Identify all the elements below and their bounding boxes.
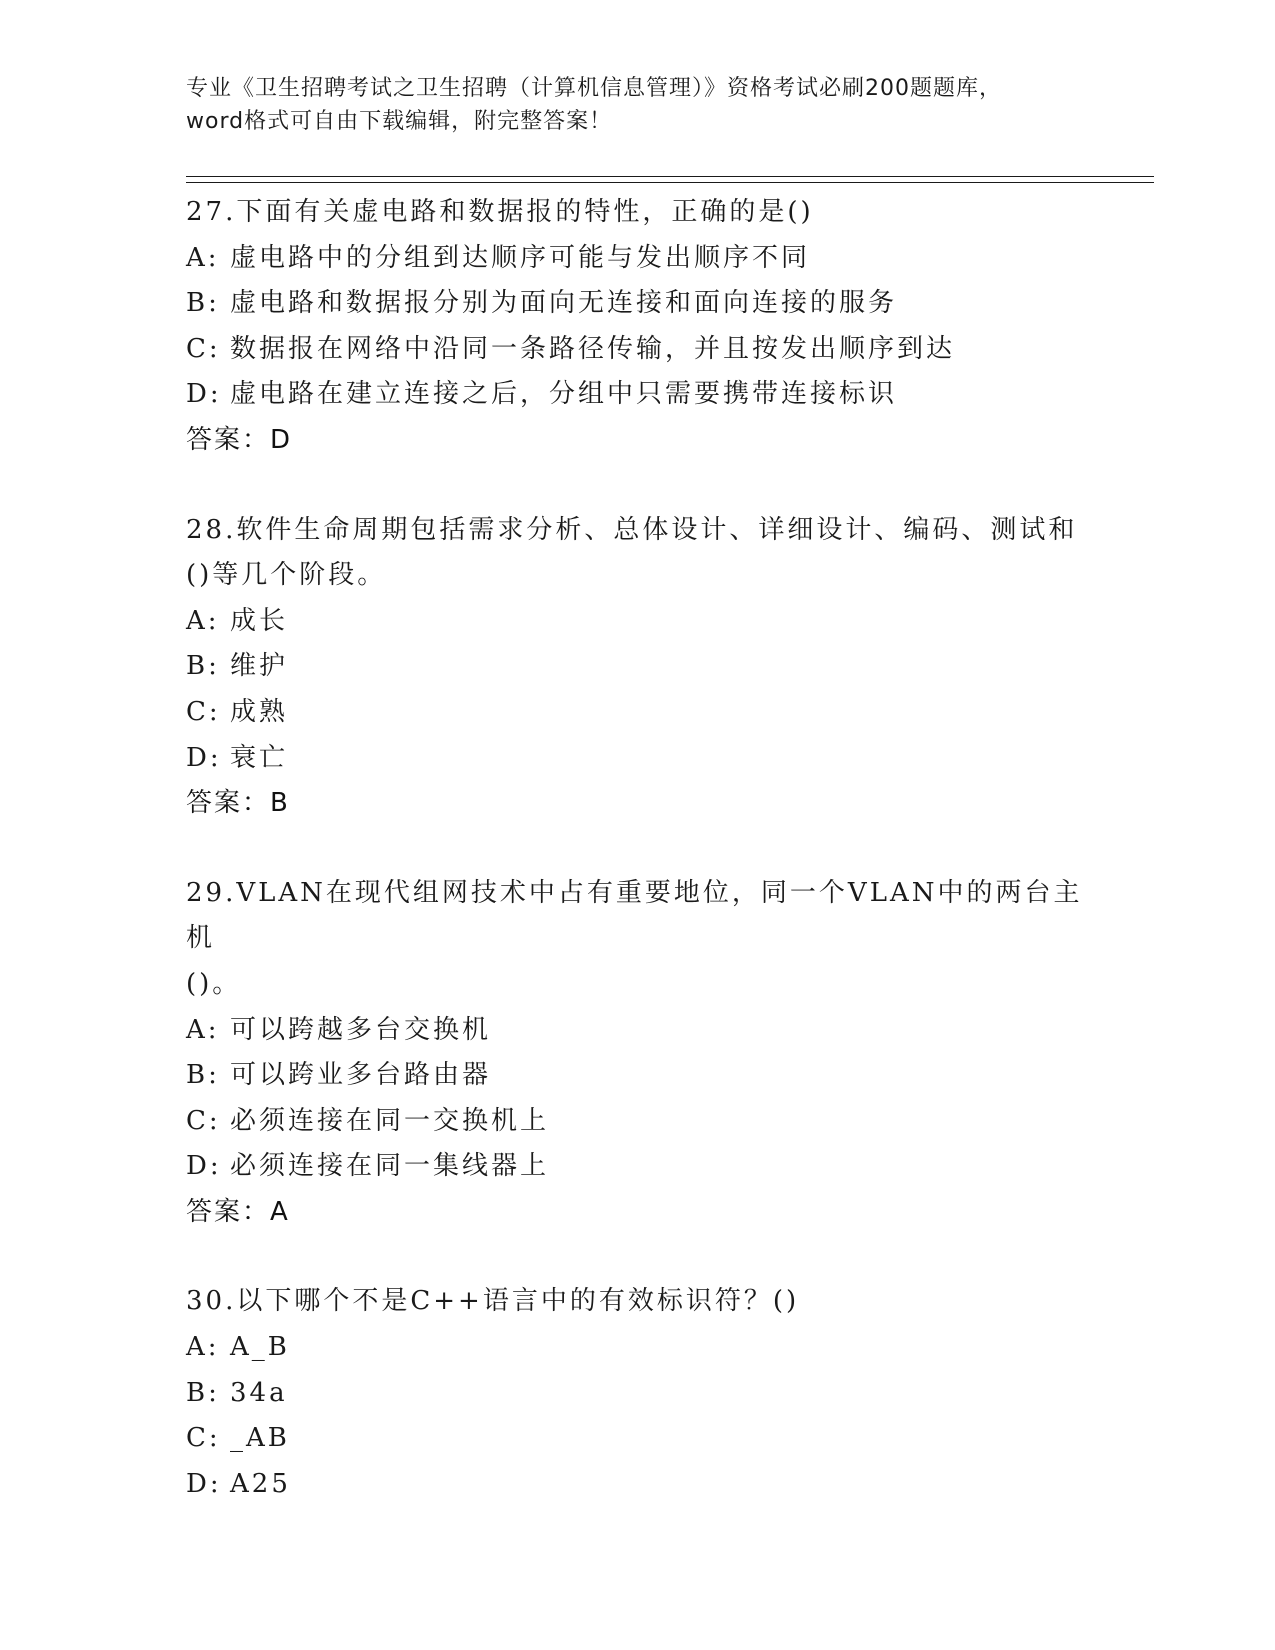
answer-key: 答案：B: [186, 788, 290, 819]
option-letter: D:: [186, 1468, 222, 1499]
question-block: [186, 508, 1086, 827]
option-letter: C:: [186, 1423, 221, 1454]
answer-option: [186, 644, 1086, 690]
answer-option: [186, 372, 1086, 418]
option-text: 虚电路在建立连接之后，分组中只需要携带连接标识: [230, 379, 898, 410]
answer-option: [186, 1144, 1086, 1190]
option-text: 可以跨业多台路由器: [230, 1060, 492, 1091]
option-text: _AB: [230, 1423, 290, 1454]
option-text: 衰亡: [230, 742, 289, 773]
question-block: [186, 871, 1086, 1236]
option-letter: A:: [186, 1332, 220, 1363]
answer-option: [186, 599, 1086, 645]
answer-option: [186, 736, 1086, 782]
option-letter: C:: [186, 696, 221, 727]
document-header: [186, 72, 1086, 138]
header-divider-top: [186, 176, 1154, 177]
option-text: 必须连接在同一集线器上: [230, 1151, 550, 1182]
question-stem-line: 27.下面有关虚电路和数据报的特性，正确的是(): [186, 197, 814, 227]
option-letter: B:: [186, 288, 220, 319]
option-letter: A:: [186, 242, 220, 273]
option-letter: C:: [186, 333, 221, 364]
answer-key: 答案：D: [186, 424, 293, 455]
option-text: A_B: [230, 1332, 290, 1363]
option-text: 维护: [230, 651, 289, 682]
option-text: 成熟: [230, 696, 289, 727]
question-stem-line: ()。: [186, 968, 242, 999]
answer-option: [186, 1008, 1086, 1054]
answer-option: [186, 327, 1086, 373]
option-letter: D:: [186, 379, 222, 410]
answer-key: 答案：A: [186, 1196, 290, 1227]
answer-option: [186, 1416, 1086, 1462]
option-letter: A:: [186, 1014, 220, 1045]
option-letter: B:: [186, 1377, 220, 1408]
option-letter: A:: [186, 605, 220, 636]
header-line-2: word格式可自由下载编辑，附完整答案！: [186, 109, 613, 134]
answer-option: [186, 1325, 1086, 1371]
option-text: 成长: [230, 605, 289, 636]
answer-option: [186, 1099, 1086, 1145]
answer-option: [186, 1053, 1086, 1099]
option-letter: C:: [186, 1105, 221, 1136]
answer-option: [186, 1462, 1086, 1508]
question-stem-line: ()等几个阶段。: [186, 560, 387, 591]
option-text: 数据报在网络中沿同一条路径传输，并且按发出顺序到达: [230, 333, 956, 364]
header-line-1: 专业《卫生招聘考试之卫生招聘（计算机信息管理）》资格考试必刷200题题库，: [186, 76, 1002, 101]
option-text: 可以跨越多台交换机: [230, 1014, 492, 1045]
option-text: 必须连接在同一交换机上: [230, 1105, 550, 1136]
question-block: [186, 1279, 1086, 1507]
answer-option: [186, 236, 1086, 282]
question-block: [186, 190, 1086, 464]
question-list: [186, 190, 1086, 1551]
answer-option: [186, 1371, 1086, 1417]
question-stem-line: 28.软件生命周期包括需求分析、总体设计、详细设计、编码、测试和: [186, 514, 1078, 545]
answer-option: [186, 690, 1086, 736]
question-stem-line: 29.VLAN在现代组网技术中占有重要地位，同一个VLAN中的两台主机: [186, 877, 1083, 954]
question-stem-line: 30.以下哪个不是C++语言中的有效标识符？(): [186, 1286, 800, 1317]
option-letter: D:: [186, 1151, 222, 1182]
option-text: A25: [230, 1468, 291, 1499]
option-text: 虚电路中的分组到达顺序可能与发出顺序不同: [230, 242, 811, 273]
option-text: 虚电路和数据报分别为面向无连接和面向连接的服务: [230, 288, 898, 319]
header-divider-bottom: [186, 182, 1154, 183]
option-letter: D:: [186, 742, 222, 773]
option-letter: B:: [186, 1060, 220, 1091]
option-letter: B:: [186, 651, 220, 682]
answer-option: [186, 281, 1086, 327]
option-text: 34a: [230, 1377, 288, 1408]
